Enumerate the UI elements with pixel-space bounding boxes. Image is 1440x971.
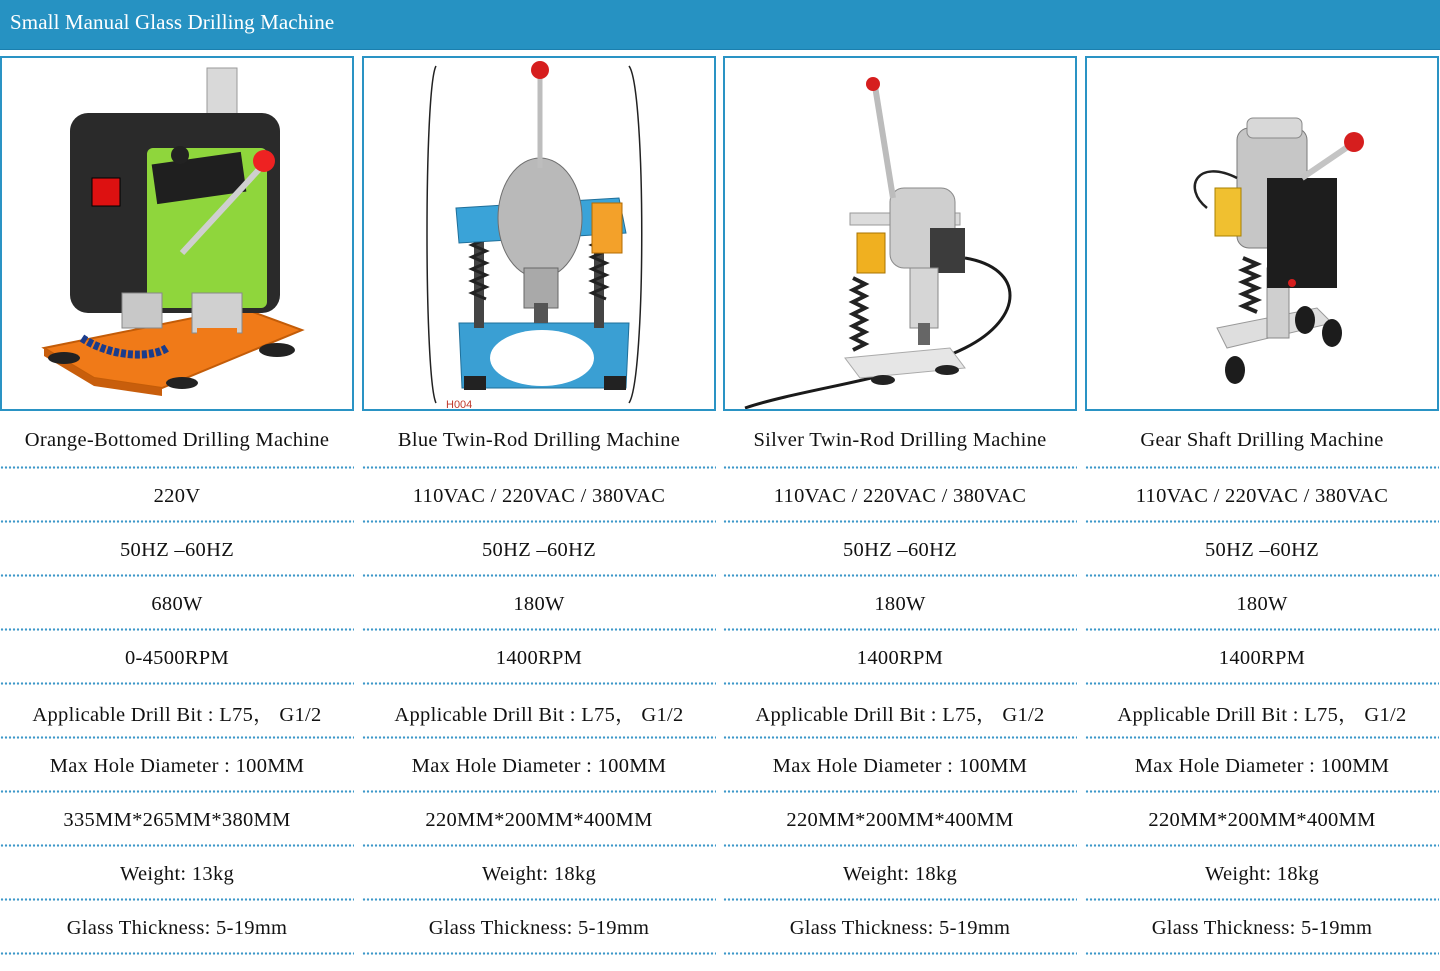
- orange-bench-drill-photo-icon: [2, 58, 352, 409]
- product-image-silver[interactable]: [723, 56, 1077, 411]
- spec-speed-silver: 1400RPM: [723, 631, 1077, 685]
- spec-voltage-gear-shaft: 110VAC / 220VAC / 380VAC: [1085, 469, 1439, 523]
- image-caption-h004: H004: [446, 399, 473, 409]
- spec-dimensions-orange: 335MM*265MM*380MM: [0, 793, 354, 847]
- spec-glass-thickness-orange: Glass Thickness: 5-19mm: [0, 901, 354, 955]
- spec-name-gear-shaft: Gear Shaft Drilling Machine: [1085, 411, 1439, 469]
- gear-shaft-drill-photo-icon: [1087, 58, 1437, 409]
- spec-glass-thickness-blue: Glass Thickness: 5-19mm: [362, 901, 716, 955]
- product-column-silver: [723, 56, 1077, 939]
- spec-frequency-blue: 50HZ –60HZ: [362, 523, 716, 577]
- spec-voltage-orange: 220V: [0, 469, 354, 523]
- spec-speed-orange: 0-4500RPM: [0, 631, 354, 685]
- spec-weight-gear-shaft: Weight: 18kg: [1085, 847, 1439, 901]
- spec-max-hole-gear-shaft: Max Hole Diameter : 100MM: [1085, 739, 1439, 793]
- product-image-gear-shaft[interactable]: [1085, 56, 1439, 411]
- spec-frequency-silver: 50HZ –60HZ: [723, 523, 1077, 577]
- spec-drill-bit-gear-shaft: Applicable Drill Bit : L75， G1/2: [1085, 685, 1439, 739]
- spec-speed-blue: 1400RPM: [362, 631, 716, 685]
- spec-max-hole-blue: Max Hole Diameter : 100MM: [362, 739, 716, 793]
- spec-weight-blue: Weight: 18kg: [362, 847, 716, 901]
- product-column-blue: [362, 56, 716, 939]
- spec-weight-silver: Weight: 18kg: [723, 847, 1077, 901]
- spec-glass-thickness-silver: Glass Thickness: 5-19mm: [723, 901, 1077, 955]
- spec-dimensions-gear-shaft: 220MM*200MM*400MM: [1085, 793, 1439, 847]
- silver-twin-rod-drill-photo-icon: [725, 58, 1075, 409]
- spec-drill-bit-silver: Applicable Drill Bit : L75， G1/2: [723, 685, 1077, 739]
- spec-dimensions-blue: 220MM*200MM*400MM: [362, 793, 716, 847]
- spec-frequency-gear-shaft: 50HZ –60HZ: [1085, 523, 1439, 577]
- spec-power-orange: 680W: [0, 577, 354, 631]
- spec-name-blue: Blue Twin-Rod Drilling Machine: [362, 411, 716, 469]
- spec-glass-thickness-gear-shaft: Glass Thickness: 5-19mm: [1085, 901, 1439, 955]
- product-column-gear-shaft: [1085, 56, 1439, 939]
- spec-weight-orange: Weight: 13kg: [0, 847, 354, 901]
- spec-name-orange: Orange-Bottomed Drilling Machine: [0, 411, 354, 469]
- product-image-orange[interactable]: [0, 56, 354, 411]
- blue-twin-rod-drill-photo-icon: [364, 58, 714, 409]
- spec-voltage-blue: 110VAC / 220VAC / 380VAC: [362, 469, 716, 523]
- spec-power-blue: 180W: [362, 577, 716, 631]
- spec-drill-bit-orange: Applicable Drill Bit : L75， G1/2: [0, 685, 354, 739]
- spec-drill-bit-blue: Applicable Drill Bit : L75， G1/2: [362, 685, 716, 739]
- spec-power-gear-shaft: 180W: [1085, 577, 1439, 631]
- spec-speed-gear-shaft: 1400RPM: [1085, 631, 1439, 685]
- spec-name-silver: Silver Twin-Rod Drilling Machine: [723, 411, 1077, 469]
- page-header: [0, 0, 1440, 50]
- spec-frequency-orange: 50HZ –60HZ: [0, 523, 354, 577]
- product-column-orange: [0, 56, 354, 939]
- spec-max-hole-orange: Max Hole Diameter : 100MM: [0, 739, 354, 793]
- page-title: Small Manual Glass Drilling Machine: [10, 10, 335, 34]
- product-image-blue[interactable]: [362, 56, 716, 411]
- spec-dimensions-silver: 220MM*200MM*400MM: [723, 793, 1077, 847]
- spec-power-silver: 180W: [723, 577, 1077, 631]
- spec-voltage-silver: 110VAC / 220VAC / 380VAC: [723, 469, 1077, 523]
- spec-max-hole-silver: Max Hole Diameter : 100MM: [723, 739, 1077, 793]
